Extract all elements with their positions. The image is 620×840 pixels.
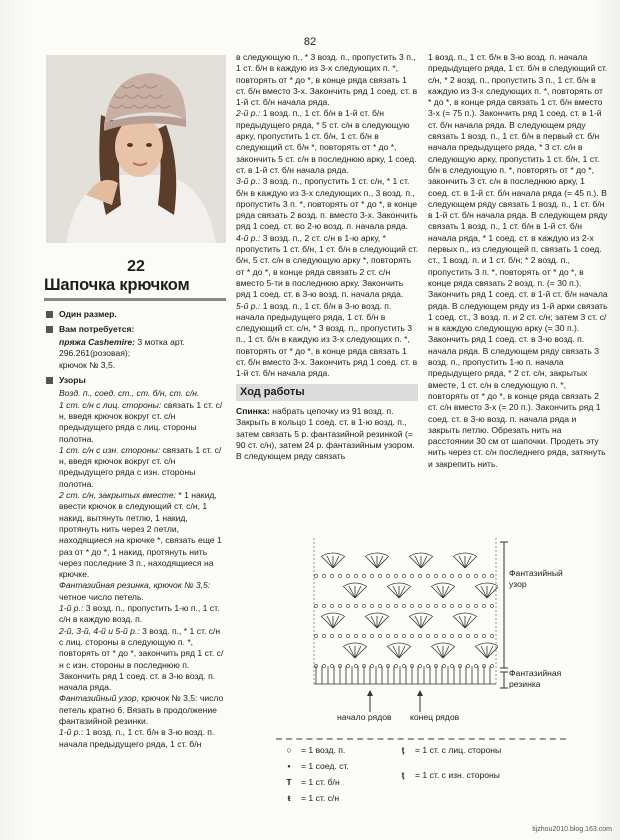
stitch-front-text: связать 1 ст. с/н, введя крючок вокруг ст. с/н предыдущего ряда с лиц. стороны полотна.	[59, 399, 223, 444]
chain-stitch	[442, 634, 445, 637]
fancy-row-3-text: 3 возд. п., пропустить 1 ст. с/н, * 1 ст. б/н в каждую из 3-х следующих п., 3 возд. п., пропустить 3 п. *, повторять от * до *, в конце ряда связать 2 возд. п. вместо 3-х. Закончить ряд 1 соед. ст. во 2-ю возд. п. начала ряда.	[236, 176, 418, 232]
watermark-url: tijzhou2010.blog.163.com	[532, 826, 612, 833]
patterns-label: Узоры	[59, 375, 86, 386]
fan-motif	[475, 583, 498, 598]
materials-section	[46, 324, 226, 335]
chain-stitch	[474, 634, 477, 637]
chain-stitch	[410, 634, 413, 637]
chart-bracket-lines	[500, 540, 510, 690]
abbreviations: Возд. п., соед. ст., ст. б/н, ст. с/н.	[59, 388, 200, 399]
chain-stitch	[426, 664, 429, 667]
fancy-row-3	[236, 176, 418, 232]
title-divider	[44, 298, 226, 301]
fan-motif	[409, 613, 433, 628]
square-bullet-icon	[46, 377, 53, 384]
fan-motif	[387, 643, 411, 658]
stitch-back	[46, 445, 226, 490]
chain-stitch	[482, 634, 485, 637]
chain-stitch	[322, 664, 325, 667]
back-label: Спинка:	[236, 405, 270, 416]
chain-stitch	[450, 604, 453, 607]
slip-stitch-icon: •	[287, 761, 291, 771]
chain-stitch	[338, 634, 341, 637]
fan-motif	[431, 583, 455, 598]
chain-stitch	[370, 664, 373, 667]
chain-stitch	[378, 664, 381, 667]
chain-stitch	[314, 574, 317, 577]
rows-start-label: начало рядов	[337, 712, 392, 722]
chain-stitch	[474, 604, 477, 607]
chain-stitch	[354, 634, 357, 637]
legend-chain-text: = 1 возд. п.	[301, 745, 346, 755]
rib-pattern-text: четное число петель.	[59, 591, 144, 602]
chain-stitch	[346, 634, 349, 637]
rib-rows-2-5	[46, 626, 226, 694]
chain-stitch	[442, 574, 445, 577]
chain-stitch	[338, 604, 341, 607]
continued-instructions: 1 возд. п., 1 ст. б/н в 3-ю возд. п. начала предыдущего ряда, 1 ст. б/н в следующий ст. с/н, * 2 возд. п., пропустить 3 п., 1 ст. б/н в каждую из 3-х следующих п. *, повторять от * до *, в конце ряда связать 1 ст. б/н вместо 3-х (= 75 п.). Закончить ряд 1 соед. ст. в 1-й ст. б/н начала ряда. В следующем ряду связать 1 возд. п., 1 ст. б/н в первый ст. б/н начала предыдущего ряда, * 3 ст. с/н в следующую арку, пропустить 1 ст. б/н, 1 ст. б/н в следующую п. *, повторять от * до *, закончить 3 ст. с/н в последнюю арку, 1 соед. ст. в 1-й ст. б/н начала ряда (= 45 п.). В следующем ряду связать 1 возд. п., 1 ст. б/н в 1-й ст. б/н начала ряда. В следующем ряду связать 1 возд. п., 1 ст. б/н в 1-й ст. б/н начала ряда, * 1 соед. ст. в каждую из 2-х первых п., из следующей п. связать 1 соед. ст., 1 возд. п. и 1 ст. б/н; * 2 возд. п., пропустить 3 п. *, повторять от * до *, в конце ряда связать 2 возд. п. (= 30 п.). Закончить ряд 1 соед. ст. в 1-й ст. б/н начала ряда. В следующем ряду из 1-й арки связать 1 соед. ст., 3 возд. п. и 2 ст. с/н; затем 3 ст. с/н в каждую следующую арку (= 30 п.). Закончить ряд 1 соед. ст. в 3-ю возд. п. начала ряда. В следующем ряду связать 3 возд. п., пропустить 1-ю п. начала предыдущего ряда, * 2 ст. с/н, закрытых вместе, 1 ст. с/н в следующую п. *, повторять от * до *, в конце ряда связать 2 ст. с/н вместо 3-х (= 20 п.). Закончить ряд 1 соед. ст. в 3-ю возд. п. начала ряда и закрыть петлю. Обрезать нить на расстоянии 30 см от шапочки. Продеть эту нить через ст. с/н последнего ряда, затянуть и закрепить нить.	[428, 52, 608, 469]
stitch-back-text: связать 1 ст. с/н, введя крючок вокруг ст. с/н предыдущего ряда с изн. стороны полотна.	[59, 444, 222, 489]
chain-stitch	[458, 634, 461, 637]
fan-motif	[409, 553, 433, 568]
right-column	[428, 52, 608, 470]
fancy-row-5	[236, 301, 418, 380]
fancy-row-1-cont: в следующую п., * 3 возд. п., пропустить 3 п., 1 ст. б/н в каждую из 3-х следующих п. *, повторять от * до *, в конце ряда связать 1 ст. б/н вместо 3-х. Закончить ряд 1 соед. ст. в 1-й ст. б/н начала ряда.	[236, 52, 418, 108]
chain-stitch	[442, 604, 445, 607]
chain-stitch	[474, 664, 477, 667]
yarn-name: пряжа Cashemire:	[59, 337, 135, 348]
chain-stitch	[386, 604, 389, 607]
chain-stitch	[426, 574, 429, 577]
legend-slip	[282, 761, 349, 771]
chain-stitch	[450, 634, 453, 637]
chain-stitch	[370, 604, 373, 607]
chain-stitch	[482, 574, 485, 577]
fancy-row-2	[236, 108, 418, 176]
yarn-desc: 3 мотка арт. 296.261(розовая);	[59, 337, 185, 359]
chain-stitch	[466, 634, 469, 637]
chain-stitch	[394, 664, 397, 667]
back-text: набрать цепочку из 91 возд. п. Закрыть в кольцо 1 соед. ст. в 1-ю возд. п., затем связать 5 р. фантазийной резинкой (= 90 ст. с/н), затем 24 р. фантазийным узором. В следующем ряду связать	[236, 405, 415, 462]
chain-stitch	[330, 604, 333, 607]
symbol-legend	[276, 738, 566, 813]
chain-stitch	[362, 634, 365, 637]
chain-stitch	[418, 604, 421, 607]
chain-stitch	[386, 634, 389, 637]
size-section	[46, 309, 226, 320]
double-crochet-icon: ŧ	[287, 793, 291, 803]
legend-slip-text: = 1 соед. ст.	[301, 761, 349, 771]
legend-front-post	[396, 745, 501, 755]
fancy-row-4-text: 3 возд. п., 2 ст. с/н в 1-ю арку, * пропустить 1 ст. б/н, 1 ст. б/н в следующий ст. б/н, 5 ст. с/н в следующую арку *, повторять от * до *, в конце ряда связать 2 ст. с/н вместо 5-ти в последнюю арку. Закончить ряд 1 соед. ст. в 3-ю возд. п. начала ряда.	[236, 232, 418, 300]
rib-rows-2-5-text: 3 возд. п., * 1 ст. с/н с лиц. стороны в следующую п. *, повторять от * до *, закончить ряд 1 ст. с/н с изн. стороны в последнюю п. Закончить ряд 1 соед. ст. в 3-ю возд. п. начала ряда.	[59, 625, 224, 693]
chain-stitch	[378, 574, 381, 577]
pattern-number: 22	[127, 258, 145, 275]
left-column	[46, 55, 226, 750]
chain-stitch	[474, 574, 477, 577]
fan-motif	[343, 583, 367, 598]
fan-motif	[431, 643, 455, 658]
fan-motif	[453, 613, 477, 628]
chain-stitch	[322, 634, 325, 637]
chain-stitch	[386, 574, 389, 577]
patterns-section	[46, 375, 226, 386]
chain-stitch	[322, 604, 325, 607]
fan-motif	[343, 643, 367, 658]
chain-stitch	[418, 574, 421, 577]
chain-stitch	[370, 574, 373, 577]
fancy-pattern	[46, 693, 226, 727]
front-post-icon: ţ	[401, 745, 405, 755]
legend-dc	[282, 793, 339, 803]
chain-stitch	[410, 604, 413, 607]
chain-stitch	[394, 574, 397, 577]
hat-model-illustration	[46, 55, 226, 243]
chain-stitch	[410, 574, 413, 577]
chain-stitch	[362, 574, 365, 577]
fan-motif	[387, 583, 411, 598]
chain-stitch	[322, 574, 325, 577]
model-photo	[46, 55, 226, 243]
middle-column	[236, 52, 418, 462]
stitch-front	[46, 400, 226, 445]
fan-motif	[321, 613, 345, 628]
fancy-pattern-bracket-label	[509, 568, 563, 590]
fancy-pattern-label: Фантазийный узор,	[59, 693, 139, 704]
fancy-row-2-text: 1 возд. п., 1 ст. б/н в 1-й ст. б/н предыдущего ряда, * 5 ст. с/н в следующую арку, пропустить 1 ст. б/н, 1 ст. б/н в следующий ст. б/н *, повторять от * до *, закончить 5 ст. с/н в последнюю арку, 1 соед. ст. в 1-й ст. б/н начала ряда.	[236, 108, 417, 175]
back-post-icon: ţ	[401, 770, 405, 780]
chain-stitch	[450, 664, 453, 667]
chain-stitch	[402, 604, 405, 607]
single-crochet-icon: T	[286, 777, 292, 787]
fan-motif	[365, 613, 389, 628]
fancy-label-line2: узор	[509, 579, 527, 589]
rib-label-line1: Фантазийная	[509, 668, 562, 678]
rib-row-1	[46, 603, 226, 626]
legend-dc-text: = 1 ст. с/н	[301, 793, 340, 803]
chain-stitch	[442, 664, 445, 667]
rib-pattern-label: Фантазийная резинка, крючок № 3,5:	[59, 580, 211, 591]
fan-motif	[453, 553, 477, 568]
size-label: Один размер.	[59, 308, 117, 319]
chain-stitch	[330, 664, 333, 667]
fancy-row-1-text: 1 возд. п., 1 ст. б/н в 3-ю возд. п. начала предыдущего ряда, 1 ст. б/н	[59, 727, 215, 749]
chain-stitch	[402, 574, 405, 577]
chain-symbol-icon: ○	[286, 745, 292, 755]
chain-stitch	[378, 604, 381, 607]
fancy-row-3-label: 3-й р.:	[236, 176, 261, 187]
stitch-back-label: 1 ст. с/н с изн. стороны:	[59, 444, 161, 455]
chain-stitch	[394, 604, 397, 607]
chain-stitch	[402, 664, 405, 667]
chain-stitch	[490, 604, 493, 607]
fancy-row-4-label: 4-й р.:	[236, 232, 261, 243]
chain-stitch	[330, 574, 333, 577]
section-header: Ход работы	[236, 384, 418, 401]
chain-stitch	[490, 664, 493, 667]
chain-stitch	[354, 574, 357, 577]
chain-stitch	[466, 664, 469, 667]
square-bullet-icon	[46, 326, 53, 333]
chain-stitch	[466, 604, 469, 607]
legend-back-post	[396, 770, 500, 780]
chain-stitch	[450, 574, 453, 577]
rib-rows-2-5-label: 2-й, 3-й, 4-й и 5-й р.:	[59, 625, 140, 636]
fancy-label-line1: Фантазийный	[509, 568, 563, 578]
chain-stitch	[434, 634, 437, 637]
materials-label: Вам потребуется:	[59, 323, 135, 334]
stitch-together	[46, 490, 226, 580]
rib-bracket-label	[509, 668, 561, 690]
chain-stitch	[314, 634, 317, 637]
chain-stitch	[330, 634, 333, 637]
chain-stitch	[346, 574, 349, 577]
fancy-row-5-label: 5-й р.:	[236, 300, 261, 311]
chain-stitch	[426, 604, 429, 607]
chain-stitch	[458, 604, 461, 607]
rows-end-label: конец рядов	[410, 712, 460, 722]
square-bullet-icon	[46, 311, 53, 318]
chain-stitch	[378, 634, 381, 637]
chain-stitch	[482, 604, 485, 607]
stitch-front-label: 1 ст. с/н с лиц. стороны:	[59, 399, 162, 410]
legend-chain	[282, 745, 345, 755]
chain-stitch	[490, 634, 493, 637]
chain-stitch	[370, 634, 373, 637]
chain-stitch	[418, 664, 421, 667]
chain-stitch	[466, 574, 469, 577]
back-instructions	[236, 406, 418, 462]
stitch-together-label: 2 ст. с/н, закрытых вместе:	[59, 490, 176, 501]
fancy-row-4	[236, 233, 418, 301]
stitch-together-text: * 1 накид, ввести крючок в следующий ст. с/н, 1 накид, вытянуть петлю, 1 накид, протянуть нить через 2 петли, находящиеся на крючке *, связать еще 1 раз от * до *, 1 накид, протянуть нить через последние 3 п., находящиеся на крючке.	[59, 490, 222, 580]
legend-back-post-text: = 1 ст. с изн. стороны	[415, 770, 500, 780]
chain-stitch	[490, 574, 493, 577]
chain-stitch	[354, 604, 357, 607]
chain-stitch	[418, 634, 421, 637]
row-arrows	[350, 690, 440, 714]
fancy-row-5-text: 1 возд. п., 1 ст. б/н в 3-ю возд. п. начала предыдущего ряда, 1 ст. б/н в следующий ст. с/н, * 3 возд. п., пропустить 3 п., 1 ст. б/н в каждую из 3-х следующих п. *, повторять от * до *, в конце ряда связать 1 ст. б/н вместо 3-х. Закончить ряд 1 соед. ст. в 1-й ст. б/н начала ряда.	[236, 300, 418, 379]
fancy-pattern-text: крючок № 3,5: число петель кратно 6. Вязать в продолжение фантазийной резинки.	[59, 693, 224, 726]
chain-stitch	[434, 574, 437, 577]
crochet-chart	[312, 538, 498, 688]
rib-row-1-label: 1-й р.:	[59, 603, 84, 614]
legend-front-post-text: = 1 ст. с лиц. стороны	[415, 745, 502, 755]
fan-motif	[321, 553, 345, 568]
fan-motif	[365, 553, 389, 568]
legend-sc-text: = 1 ст. б/н	[301, 777, 340, 787]
chain-stitch	[426, 634, 429, 637]
article-title: Шапочка крючком	[44, 276, 190, 295]
yarn-line	[46, 337, 226, 360]
chain-stitch	[314, 604, 317, 607]
chain-stitch	[458, 574, 461, 577]
chain-stitch	[338, 574, 341, 577]
fan-motif	[475, 643, 498, 658]
chain-stitch	[346, 664, 349, 667]
chain-stitch	[362, 604, 365, 607]
chain-stitch	[346, 604, 349, 607]
chain-stitch	[394, 634, 397, 637]
fancy-row-1	[46, 727, 226, 750]
rib-row-1-text: 3 возд. п., пропустить 1-ю п., 1 ст. с/н в каждую возд. п.	[59, 603, 220, 625]
chain-stitch	[402, 634, 405, 637]
rib-pattern	[46, 580, 226, 603]
chain-stitch	[434, 604, 437, 607]
legend-sc	[282, 777, 340, 787]
hook-line: крючок № 3,5.	[59, 359, 116, 370]
fancy-row-2-label: 2-й р.:	[236, 108, 261, 119]
page-number: 82	[303, 36, 317, 48]
rib-label-line2: резинка	[509, 679, 541, 689]
chain-stitch	[354, 664, 357, 667]
fancy-row-1-label: 1-й р.:	[59, 727, 84, 738]
